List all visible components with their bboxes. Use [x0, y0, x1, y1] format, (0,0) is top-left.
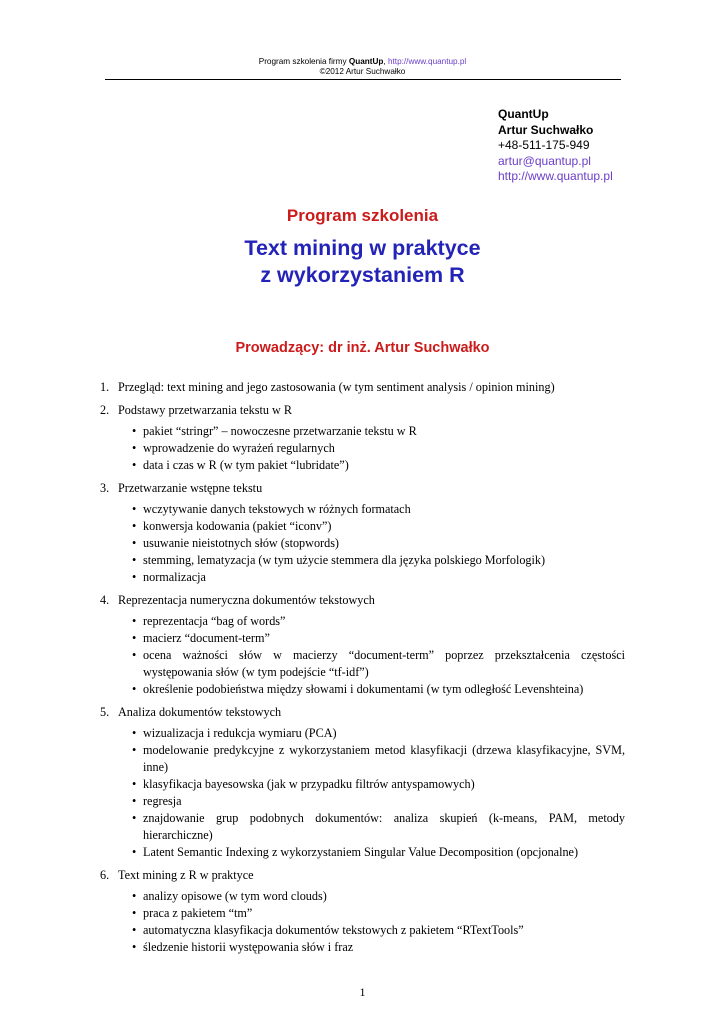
- section-number: 3.: [100, 481, 110, 495]
- list-item-text: usuwanie nieistotnych słów (stopwords): [143, 536, 339, 550]
- contact-company: QuantUp: [498, 107, 549, 121]
- section-number: 4.: [100, 593, 110, 607]
- section-number: 1.: [100, 380, 110, 394]
- bullet-icon: •: [132, 519, 137, 533]
- list-item-text: stemming, lematyzacja (w tym użycie stemmera dla języka polskiego Morfologik): [143, 553, 546, 567]
- list-item-text: wizualizacja i redukcja wymiaru (PCA): [143, 726, 337, 740]
- syllabus-list: [100, 379, 625, 962]
- list-item-text: data i czas w R (w tym pakiet “lubridate”): [143, 458, 349, 472]
- bullet-icon: •: [132, 726, 137, 740]
- bullet-icon: •: [132, 458, 137, 472]
- bullet-icon: •: [132, 743, 137, 757]
- bullet-list: [118, 613, 625, 698]
- contact-url-link[interactable]: http://www.quantup.pl: [498, 169, 613, 183]
- list-item: [118, 742, 625, 776]
- header-rule: [105, 79, 621, 80]
- section-number: 6.: [100, 868, 110, 882]
- list-item: [118, 552, 625, 569]
- list-item-text: macierz “document-term”: [143, 631, 270, 645]
- list-item: [118, 518, 625, 535]
- bullet-icon: •: [132, 794, 137, 808]
- section-title: Przetwarzanie wstępne tekstu: [118, 481, 263, 495]
- bullet-icon: •: [132, 502, 137, 516]
- section-number: 2.: [100, 403, 110, 417]
- syllabus-section: [100, 592, 625, 698]
- list-item-text: konwersja kodowania (pakiet “iconv”): [143, 519, 332, 533]
- bullet-icon: •: [132, 682, 137, 696]
- contact-name: Artur Suchwałko: [498, 122, 594, 137]
- list-item: [118, 457, 625, 474]
- header-url-link[interactable]: http://www.quantup.pl: [387, 57, 467, 66]
- list-item-text: automatyczna klasyfikacja dokumentów tekstowych z pakietem “RTextTools”: [143, 923, 524, 937]
- section-title: Reprezentacja numeryczna dokumentów tekstowych: [118, 593, 375, 607]
- bullet-icon: •: [132, 424, 137, 438]
- bullet-icon: •: [132, 570, 137, 584]
- bullet-icon: •: [132, 811, 137, 825]
- contact-email-link[interactable]: artur@quantup.pl: [498, 153, 591, 168]
- bullet-icon: •: [132, 614, 137, 628]
- header-separator: ,: [383, 57, 388, 66]
- bullet-icon: •: [132, 553, 137, 567]
- list-item-text: reprezentacja “bag of words”: [143, 614, 286, 628]
- list-item-text: Latent Semantic Indexing z wykorzystaniem Singular Value Decomposition (opcjonalne): [143, 845, 579, 859]
- list-item: [118, 844, 625, 861]
- list-item-text: określenie podobieństwa między słowami i dokumentami (w tym odległość Levenshteina): [143, 682, 584, 696]
- bullet-list: [118, 888, 625, 956]
- list-item-text: analizy opisowe (w tym word clouds): [143, 889, 327, 903]
- list-item-text: pakiet “stringr” – nowoczesne przetwarzanie tekstu w R: [143, 424, 417, 438]
- list-item-text: modelowanie predykcyjne z wykorzystaniem metod klasyfikacji (drzewa klasyfikacyjne, SVM, inne): [143, 743, 625, 774]
- bullet-icon: •: [132, 889, 137, 903]
- main-title-line-1: Text mining w praktyce: [244, 236, 481, 260]
- list-item: [118, 939, 625, 956]
- list-item-text: znajdowanie grup podobnych dokumentów: analiza skupień (k-means, PAM, metody hierarchiczne): [143, 811, 625, 842]
- list-item: [118, 681, 625, 698]
- bullet-icon: •: [132, 777, 137, 791]
- contact-phone: +48-511-175-949: [498, 138, 590, 152]
- bullet-icon: •: [132, 923, 137, 937]
- running-header: [0, 57, 725, 67]
- list-item-text: śledzenie historii występowania słów i fraz: [143, 940, 354, 954]
- list-item: [118, 440, 625, 457]
- section-title: Przegląd: text mining and jego zastosowania (w tym sentiment analysis / opinion mining): [118, 380, 555, 394]
- list-item: [118, 535, 625, 552]
- list-item: [118, 569, 625, 586]
- bullet-list: [118, 423, 625, 474]
- page-number: 1: [359, 985, 366, 999]
- list-item: [118, 613, 625, 630]
- syllabus-section: [100, 402, 625, 474]
- section-title: Analiza dokumentów tekstowych: [118, 705, 282, 719]
- bullet-list: [118, 501, 625, 586]
- main-title-line-2: z wykorzystaniem R: [260, 263, 465, 287]
- syllabus-section: [100, 704, 625, 861]
- list-item-text: wczytywanie danych tekstowych w różnych formatach: [143, 502, 411, 516]
- list-item: [118, 630, 625, 647]
- list-item: [118, 423, 625, 440]
- bullet-icon: •: [132, 845, 137, 859]
- instructor-heading: Prowadzący: dr inż. Artur Suchwałko: [235, 340, 490, 356]
- bullet-list: [118, 725, 625, 861]
- list-item: [118, 793, 625, 810]
- list-item-text: praca z pakietem “tm”: [143, 906, 253, 920]
- list-item: [118, 905, 625, 922]
- header-prefix: Program szkolenia firmy: [258, 57, 349, 66]
- list-item: [118, 810, 625, 844]
- program-heading: Program szkolenia: [286, 206, 439, 225]
- list-item-text: regresja: [143, 794, 182, 808]
- list-item: [118, 776, 625, 793]
- bullet-icon: •: [132, 648, 137, 662]
- list-item-text: normalizacja: [143, 570, 206, 584]
- list-item-text: wprowadzenie do wyrażeń regularnych: [143, 441, 335, 455]
- list-item: [118, 647, 625, 681]
- syllabus-section: [100, 480, 625, 586]
- section-number: 5.: [100, 705, 110, 719]
- bullet-icon: •: [132, 906, 137, 920]
- list-item: [118, 888, 625, 905]
- list-item: [118, 725, 625, 742]
- contact-block: [498, 107, 613, 185]
- section-title: Text mining z R w praktyce: [118, 868, 254, 882]
- list-item: [118, 922, 625, 939]
- header-company: QuantUp: [348, 57, 384, 66]
- list-item-text: klasyfikacja bayesowska (jak w przypadku filtrów antyspamowych): [143, 777, 475, 791]
- section-title: Podstawy przetwarzania tekstu w R: [118, 403, 292, 417]
- list-item-text: ocena ważności słów w macierzy “document-term” poprzez przekształcenia częstości występowania słów (w tym podejście “tf-idf”): [143, 648, 625, 679]
- list-item: [118, 501, 625, 518]
- bullet-icon: •: [132, 940, 137, 954]
- bullet-icon: •: [132, 631, 137, 645]
- bullet-icon: •: [132, 536, 137, 550]
- bullet-icon: •: [132, 441, 137, 455]
- syllabus-section: [100, 867, 625, 956]
- syllabus-section: [100, 379, 625, 396]
- header-copyright: ©2012 Artur Suchwałko: [319, 67, 406, 76]
